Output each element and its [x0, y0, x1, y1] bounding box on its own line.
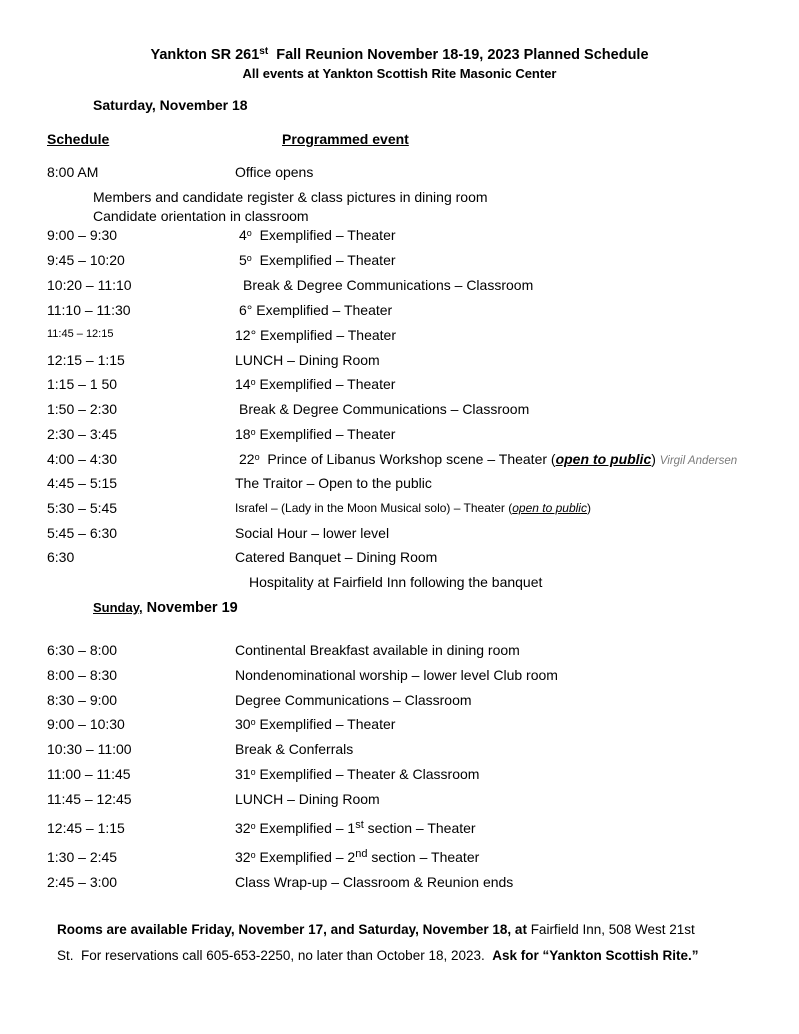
schedule-time: 5:30 – 5:45	[47, 500, 118, 516]
schedule-event: Israfel – (Lady in the Moon Musical solo) – Theater (open to public)	[235, 501, 591, 515]
schedule-time: 9:45 – 10:20	[47, 252, 125, 268]
schedule-event: LUNCH – Dining Room	[235, 791, 380, 807]
event-column-header: Programmed event	[282, 131, 409, 147]
schedule-time: 9:00 – 10:30	[47, 716, 125, 732]
schedule-time: 4:00 – 4:30	[47, 451, 118, 467]
schedule-event: 6° Exemplified – Theater	[239, 302, 393, 318]
lodging-info-line1: Rooms are available Friday, November 17, and Saturday, November 18, at Fairfield Inn, 508 West 21st	[57, 922, 695, 937]
schedule-time: 11:45 – 12:45	[47, 791, 132, 807]
schedule-time: 12:15 – 1:15	[47, 352, 125, 368]
schedule-event: The Traitor – Open to the public	[235, 475, 432, 491]
schedule-time: 6:30 – 8:00	[47, 642, 118, 658]
schedule-event: 12° Exemplified – Theater	[235, 327, 396, 343]
performer-note: Virgil Andersen	[659, 455, 738, 467]
schedule-event: Catered Banquet – Dining Room	[235, 549, 438, 565]
schedule-time: 1:15 – 1 50	[47, 376, 118, 392]
hospitality-note: Hospitality at Fairfield Inn following the banquet	[249, 574, 543, 590]
open-to-public-link: open to public	[512, 501, 587, 515]
schedule-event: Class Wrap-up – Classroom & Reunion ends	[235, 874, 514, 890]
schedule-time: 11:45 – 12:15	[47, 328, 114, 340]
schedule-time: 11:10 – 11:30	[47, 302, 131, 318]
schedule-event: Continental Breakfast available in dining room	[235, 642, 520, 658]
schedule-time: 10:20 – 11:10	[47, 277, 132, 293]
schedule-event: Social Hour – lower level	[235, 525, 390, 541]
schedule-column-header: Schedule	[47, 131, 110, 147]
lodging-info-line2: St. For reservations call 605-653-2250, no later than October 18, 2023. Ask for “Yankton Scottish Rite.”	[57, 948, 699, 963]
schedule-event: Break & Degree Communications – Classroom	[239, 401, 530, 417]
page-subtitle: All events at Yankton Scottish Rite Masonic Center	[242, 66, 557, 81]
schedule-event: 4$^o$ Exemplified – Theater	[239, 227, 396, 243]
sunday-heading: Sunday, November 19	[93, 600, 238, 616]
schedule-time: 5:45 – 6:30	[47, 525, 118, 541]
schedule-time: 1:30 – 2:45	[47, 849, 118, 865]
schedule-event: 14$^o$ Exemplified – Theater	[235, 376, 396, 392]
page-title: Yankton SR 261st Fall Reunion November 18-19, 2023 Planned Schedule	[150, 46, 649, 63]
schedule-event: LUNCH – Dining Room	[235, 352, 380, 368]
office-time: 8:00 AM	[47, 164, 99, 180]
schedule-event: 30$^o$ Exemplified – Theater	[235, 716, 396, 732]
schedule-time: 8:30 – 9:00	[47, 692, 118, 708]
schedule-event: 32$^o$ Exemplified – 1st section – Theater	[235, 819, 476, 836]
saturday-heading: Saturday, November 18	[93, 97, 248, 113]
office-event: Office opens	[235, 164, 314, 180]
schedule-event: Break & Conferrals	[235, 741, 354, 757]
schedule-time: 2:45 – 3:00	[47, 874, 118, 890]
schedule-time: 2:30 – 3:45	[47, 426, 118, 442]
schedule-time: 9:00 – 9:30	[47, 227, 118, 243]
schedule-time: 8:00 – 8:30	[47, 667, 118, 683]
schedule-time: 12:45 – 1:15	[47, 820, 125, 836]
schedule-event: 32$^o$ Exemplified – 2nd section – Theater	[235, 848, 480, 865]
orientation-note: Candidate orientation in classroom	[93, 208, 309, 224]
schedule-time: 1:50 – 2:30	[47, 401, 118, 417]
schedule-time: 6:30	[47, 549, 75, 565]
schedule-event: 22$^o$ Prince of Libanus Workshop scene – Theater (open to public) Virgil Andersen	[239, 451, 738, 467]
schedule-event: Break & Degree Communications – Classroom	[243, 277, 534, 293]
schedule-event: 18$^o$ Exemplified – Theater	[235, 426, 396, 442]
schedule-event: Degree Communications – Classroom	[235, 692, 472, 708]
schedule-time: 10:30 – 11:00	[47, 741, 132, 757]
registration-note: Members and candidate register & class pictures in dining room	[93, 189, 488, 205]
schedule-event: 5$^o$ Exemplified – Theater	[239, 252, 396, 268]
schedule-time: 11:00 – 11:45	[47, 766, 131, 782]
open-to-public-link: open to public	[555, 451, 652, 467]
schedule-event: 31$^o$ Exemplified – Theater & Classroom	[235, 766, 480, 782]
schedule-event: Nondenominational worship – lower level Club room	[235, 667, 558, 683]
schedule-time: 4:45 – 5:15	[47, 475, 118, 491]
